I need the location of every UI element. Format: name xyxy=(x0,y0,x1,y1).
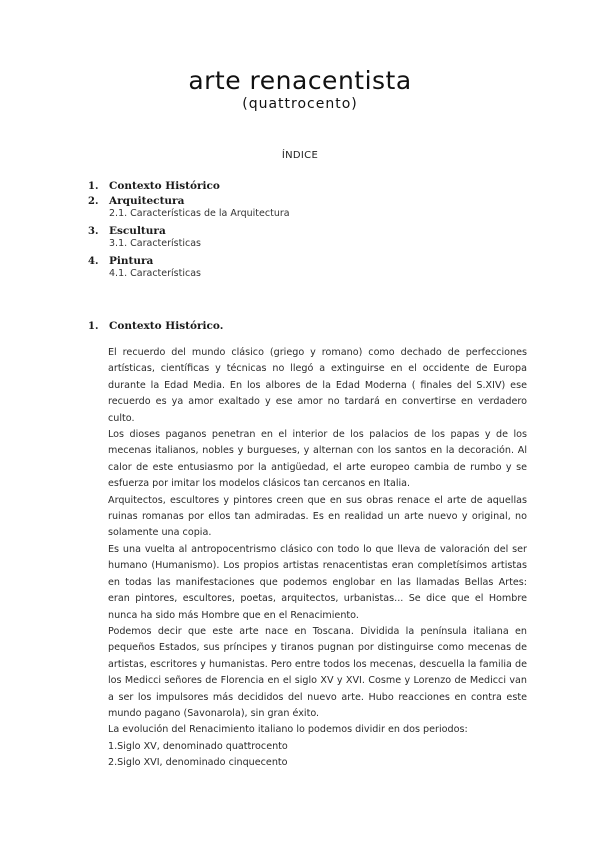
section-number: 1. xyxy=(88,321,99,332)
toc-item xyxy=(88,221,528,236)
toc-item-number: 2. xyxy=(88,196,99,207)
section-heading xyxy=(88,314,223,333)
paragraph: El recuerdo del mundo clásico (griego y romano) como dechado de perfecciones artísticas, científicas y técnicas no llegó a extinguirse en el occidente de Europa durante la Edad Media. En los albores de la Edad Moderna ( finales del S.XIV) ese recuerdo es ya amor exaltado y ese amor no tardará en convertirse en verdadero culto. xyxy=(108,347,527,424)
toc-item xyxy=(88,191,528,206)
paragraph: Es una vuelta al antropocentrismo clásico con todo lo que lleva de valoración del ser humano (Humanismo). Los propios artistas renacentistas eran completísimos artistas en todas las manifestaciones que podemos englobar en las llamadas Bellas Artes: eran pintores, escultores, poetas, arquitectos, urbanistas... Se dice que el Hombre nunca ha sido más Hombre que en el Renacimiento. xyxy=(108,543,527,621)
list-line: 2.Siglo XVI, denominado cinquecento xyxy=(108,757,288,769)
document-title: arte renacentista xyxy=(188,66,412,95)
paragraph: Podemos decir que este arte nace en Toscana. Dividida la península italiana en pequeños Estados, sus príncipes y tiranos pugnan por distinguirse como mecenas de artistas, escritores y humanistas. Pero entre todos los mecenas, descuella la familia de los Medicci señores de Florencia en el siglo XV y XVI. Cosme y Lorenzo de Medicci van a ser los impulsores más decididos del nuevo arte. Hubo reacciones en contra este mundo pagano (Savonarola), sin gran éxito. xyxy=(108,625,527,719)
toc-item-label: Contexto Histórico xyxy=(109,180,220,192)
document-subtitle: (quattrocento) xyxy=(242,96,358,112)
toc-item xyxy=(88,176,528,191)
table-of-contents xyxy=(88,176,528,281)
toc-subitem: 3.1. Características xyxy=(109,238,201,249)
toc-item xyxy=(88,251,528,266)
section-title: Contexto Histórico. xyxy=(109,320,224,332)
toc-subitem: 4.1. Características xyxy=(109,268,201,279)
toc-item-number: 3. xyxy=(88,226,99,237)
toc-heading: ÍNDICE xyxy=(281,150,319,161)
toc-item-label: Arquitectura xyxy=(109,195,185,207)
list-line: 1.Siglo XV, denominado quattrocento xyxy=(108,740,288,752)
paragraph: La evolución del Renacimiento italiano lo podemos dividir en dos periodos: xyxy=(108,724,468,736)
toc-item-number: 4. xyxy=(88,256,99,267)
toc-item-label: Pintura xyxy=(109,255,154,267)
section-body xyxy=(108,345,527,772)
paragraph: Los dioses paganos penetran en el interior de los palacios de los papas y de los mecenas italianos, nobles y burgueses, y alternan con los santos en la decoración. Al calor de este entusiasmo por la antigüedad, el arte europeo cambia de rumbo y se esfuerza por imitar los modelos clásicos tan cercanos en Italia. xyxy=(108,429,527,490)
paragraph: Arquitectos, escultores y pintores creen que en sus obras renace el arte de aquellas ruinas romanas por ellos tan admiradas. Es en realidad un arte nuevo y original, no solamente una copia. xyxy=(108,494,527,539)
toc-subitem: 2.1. Características de la Arquitectura xyxy=(109,208,290,219)
toc-item-label: Escultura xyxy=(109,225,166,237)
toc-item-number: 1. xyxy=(88,181,99,192)
